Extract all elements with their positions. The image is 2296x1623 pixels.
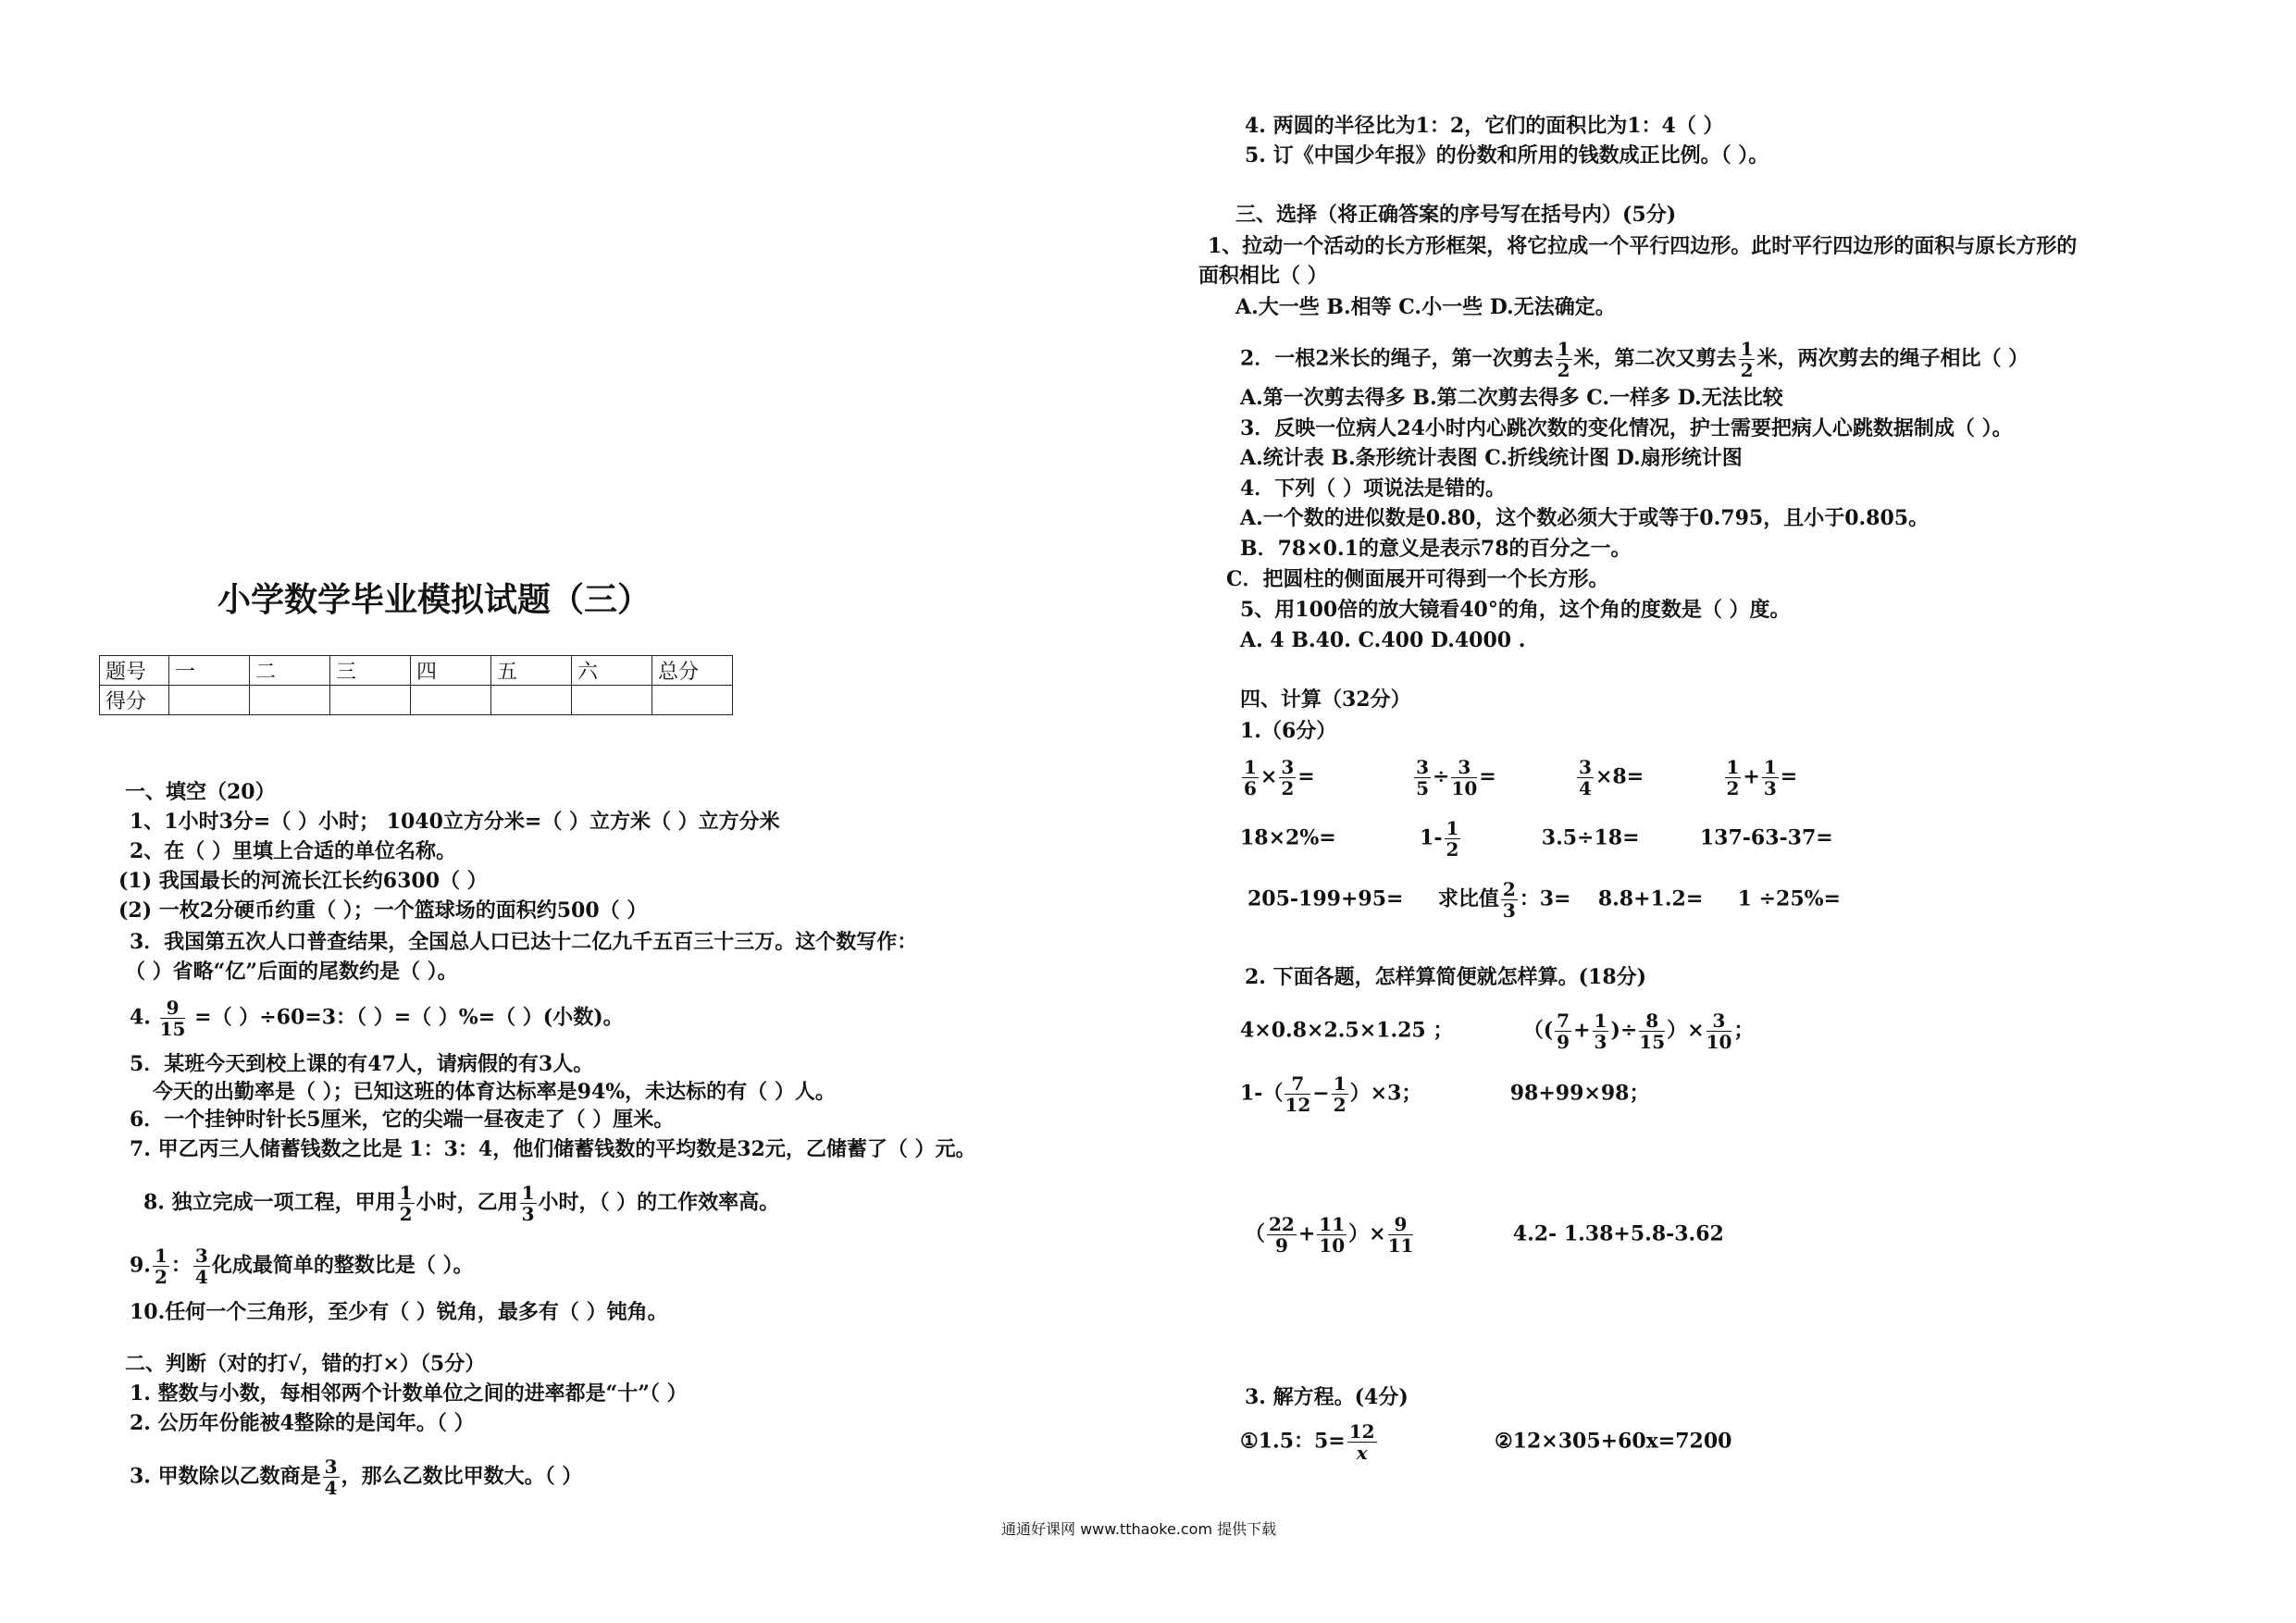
- question-2-3-text-b: ，那么乙数比甲数大。（ ）: [341, 1464, 583, 1489]
- part-4-3-heading: 3. 解方程。(4分): [1245, 1385, 1409, 1409]
- question-1-2a: (1) 我国最长的河流长江长约6300（ ）: [118, 869, 488, 893]
- question-1-7: 7. 甲乙丙三人储蓄钱数之比是 1：3：4，他们储蓄钱数的平均数是32元，乙储蓄了（ ）元。: [130, 1137, 976, 1161]
- fraction-numerator: 1: [521, 1182, 535, 1204]
- page-title: 小学数学毕业模拟试题（三）: [217, 581, 652, 619]
- question-3-3: 3．反映一位病人24小时内心跳次数的变化情况，护士需要把病人心跳数据制成（ ）。: [1240, 416, 2013, 440]
- fraction-numerator: 8: [1639, 1010, 1665, 1032]
- fraction: [153, 1245, 169, 1287]
- fraction-denominator: 9: [1557, 1031, 1570, 1053]
- fraction: [398, 1183, 415, 1224]
- score-input-cell[interactable]: [330, 686, 411, 715]
- fraction: [1555, 1010, 1571, 1052]
- question-2-3: [130, 1456, 582, 1498]
- fraction-numerator: 1: [1557, 338, 1570, 360]
- fraction-numerator: 9: [1388, 1214, 1414, 1235]
- fraction-denominator: 3: [1502, 899, 1516, 922]
- calc-expression: 205-199+95=: [1247, 886, 1404, 911]
- fraction: [1706, 1010, 1732, 1052]
- fraction-denominator: 2: [1333, 1094, 1347, 1116]
- question-3-1b: 面积相比（ ）: [1198, 264, 1328, 288]
- fraction: [1285, 1073, 1310, 1115]
- score-table-score-row: [100, 686, 733, 715]
- question-3-4c: C．把圆柱的侧面展开可得到一个长方形。: [1226, 567, 1609, 591]
- fraction-numerator: 12: [1348, 1420, 1375, 1443]
- fraction-denominator: 4: [1579, 777, 1592, 799]
- fraction: [1317, 1214, 1347, 1256]
- calc-expression: 98+99×98；: [1509, 1081, 1650, 1106]
- score-header-cell: 总分: [652, 656, 733, 686]
- fraction: [1279, 757, 1296, 799]
- fraction: [1414, 757, 1431, 799]
- equals: =: [1780, 764, 1798, 789]
- score-input-cell[interactable]: [169, 686, 250, 715]
- score-header-cell: 一: [169, 656, 250, 686]
- fraction: [1725, 757, 1742, 799]
- fraction: [1762, 757, 1779, 799]
- score-input-cell[interactable]: [491, 686, 572, 715]
- fraction-numerator: 1: [154, 1245, 168, 1267]
- question-3-2-text-b: 米，第二次又剪去: [1573, 346, 1737, 371]
- question-1-3a: 3．我国第五次人口普查结果，全国总人口已达十二亿九千五百三十三万。这个数写作：: [130, 930, 918, 954]
- fraction: [1347, 1421, 1377, 1463]
- fraction-denominator: 3: [1594, 1031, 1607, 1053]
- question-3-1-options: A.大一些 B.相等 C.小一些 D.无法确定。: [1235, 295, 1616, 319]
- fraction: [160, 997, 186, 1039]
- question-1-4: [130, 997, 624, 1039]
- fraction-denominator: 5: [1416, 777, 1429, 799]
- fraction-numerator: 3: [1579, 756, 1592, 778]
- fraction-numerator: 3: [194, 1245, 208, 1267]
- score-header-cell: 题号: [100, 656, 169, 686]
- question-1-5b: 今天的出勤率是（ ）；已知这班的体育达标率是94%，未达标的有（ ）人。: [153, 1080, 836, 1104]
- calc-expression: )÷: [1610, 1018, 1638, 1043]
- fraction-numerator: 1: [1244, 756, 1257, 778]
- question-3-2-text-c: 米，两次剪去的绳子相比（ ）: [1756, 346, 2029, 371]
- fraction-numerator: 9: [160, 997, 186, 1019]
- footer-credit: 通通好课网 www.tthaoke.com 提供下载: [1001, 1520, 1277, 1538]
- section-1-heading: 一、填空（20）: [125, 780, 276, 804]
- question-2-2: 2. 公历年份能被4整除的是闰年。（ ）: [130, 1411, 475, 1435]
- question-1-10: 10.任何一个三角形，至少有（ ）锐角，最多有（ ）钝角。: [130, 1300, 668, 1324]
- question-1-8-text-b: 小时，乙用: [416, 1190, 518, 1215]
- fraction-denominator: 10: [1706, 1031, 1732, 1053]
- calc-expression: ：3=: [1519, 886, 1571, 911]
- question-1-9-text-c: 化成最简单的整数比是（ ）。: [211, 1253, 474, 1278]
- fraction: [1739, 339, 1756, 380]
- calc-expression: 18×2%=: [1240, 825, 1336, 850]
- fraction-numerator: 7: [1557, 1010, 1570, 1032]
- part-4-2-heading: 2. 下面各题，怎样算简便就怎样算。(18分): [1245, 965, 1647, 989]
- equation-2: ②12×305+60x=7200: [1494, 1429, 1732, 1454]
- score-header-cell: 五: [491, 656, 572, 686]
- calc-expression: 137-63-37=: [1699, 825, 1833, 850]
- question-3-4a: A.一个数的进似数是0.80，这个数必须大于或等于0.795，且小于0.805。: [1240, 506, 1930, 530]
- calc-expression: （: [1245, 1221, 1266, 1246]
- fraction-numerator: 1: [1446, 817, 1459, 839]
- score-input-cell[interactable]: [652, 686, 733, 715]
- fraction-denominator: 2: [1740, 359, 1754, 381]
- question-1-9-text-a: 9.: [130, 1253, 151, 1278]
- score-row-label: 得分: [100, 686, 169, 715]
- section-4-heading: 四、计算（32分）: [1240, 688, 1411, 712]
- fraction-denominator: 2: [154, 1266, 168, 1288]
- calc-expression: （(: [1522, 1018, 1554, 1043]
- fraction: [193, 1245, 210, 1287]
- calc-expression: ）×3；: [1349, 1081, 1422, 1106]
- calc-expression: ）×: [1667, 1018, 1705, 1043]
- fraction: [1267, 1214, 1297, 1256]
- simplify-row-3: （ $\frac{22}{9}$ + $\frac{11}{10}$ ）× $\frac{9}{11}$ 4.2- 1.38+5.8-3.62: [1245, 1213, 1724, 1257]
- question-1-2b: (2) 一枚2分硬币约重（ ）；一个篮球场的面积约500（ ）: [118, 898, 648, 923]
- fraction: [1593, 1010, 1609, 1052]
- fraction-denominator: 2: [1281, 777, 1295, 799]
- question-2-4: 4. 两圆的半径比为1：2，它们的面积比为1：4（ ）: [1245, 114, 1724, 138]
- question-1-8: [143, 1183, 779, 1224]
- calc-expression: ；: [1733, 1018, 1755, 1043]
- fraction-numerator: 1: [1740, 338, 1754, 360]
- operator: ×8=: [1595, 764, 1644, 789]
- fraction-denominator: 3: [1763, 777, 1777, 799]
- simplify-row-1: 4×0.8×2.5×1.25 ； （( $\frac{7}{9}$ + $\frac{1}{3}$ )÷ $\frac{8}{15}$ ）× $\frac{3}{10}$ ；: [1240, 1010, 1755, 1053]
- question-3-4b: B．78×0.1的意义是表示78的百分之一。: [1240, 537, 1632, 561]
- question-1-6: 6．一个挂钟时针长5厘米，它的尖端一昼夜走了（ ）厘米。: [130, 1108, 675, 1132]
- fraction-numerator: 1: [1594, 1010, 1607, 1032]
- question-3-3-options: A.统计表 B.条形统计表图 C.折线统计图 D.扇形统计图: [1240, 446, 1743, 470]
- simplify-row-2: 1-（ $\frac{7}{12}$ − $\frac{1}{2}$ ）×3； 98+99×98；: [1240, 1072, 1650, 1116]
- fraction: [1332, 1073, 1348, 1115]
- fraction: [1388, 1214, 1414, 1256]
- question-3-1a: 1、拉动一个活动的长方形框架，将它拉成一个平行四边形。此时平行四边形的面积与原长方形的: [1208, 234, 2078, 258]
- question-1-3b: （ ）省略“亿”后面的尾数约是（ ）。: [125, 960, 458, 984]
- fraction-denominator: 2: [399, 1203, 413, 1225]
- score-input-cell[interactable]: [250, 686, 330, 715]
- fraction-denominator: 6: [1244, 777, 1257, 799]
- calc-expression: 4×0.8×2.5×1.25 ；: [1240, 1018, 1454, 1043]
- fraction-denominator: 4: [194, 1266, 208, 1288]
- fraction-denominator: 10: [1451, 777, 1478, 799]
- fraction-denominator: 11: [1387, 1234, 1414, 1257]
- fraction: [1639, 1010, 1665, 1052]
- calc-expression: 3.5÷18=: [1541, 825, 1640, 850]
- fraction: [323, 1456, 340, 1498]
- fraction-denominator: x: [1356, 1442, 1368, 1464]
- calc-row-3: [1247, 879, 1841, 921]
- question-1-2: 2、在（ ）里填上合适的单位名称。: [130, 839, 456, 863]
- fraction-denominator: 2: [1726, 777, 1740, 799]
- fraction: [520, 1183, 537, 1224]
- calc-expression: 1 ÷25%=: [1737, 886, 1841, 911]
- fraction-denominator: 3: [521, 1203, 535, 1225]
- fraction-denominator: 15: [159, 1018, 186, 1040]
- score-header-cell: 三: [330, 656, 411, 686]
- equation-row: [1240, 1421, 1731, 1463]
- question-1-4-rest: =（ ）÷60=3：（ ）=（ ）%=（ ）(小数)。: [194, 1005, 624, 1030]
- fraction-numerator: 1: [399, 1182, 413, 1204]
- calc-expression: 8.8+1.2=: [1597, 886, 1704, 911]
- fraction-numerator: 3: [1281, 756, 1295, 778]
- fraction-numerator: 1: [1726, 756, 1740, 778]
- fraction-numerator: 3: [1706, 1010, 1732, 1032]
- fraction: [1451, 757, 1477, 799]
- question-1-1: 1、1小时3分=（ ）小时； 1040立方分米=（ ）立方米（ ）立方分米: [130, 810, 780, 834]
- operator: ×: [1260, 764, 1278, 789]
- fraction-denominator: 2: [1557, 359, 1570, 381]
- question-1-5a: 5．某班今天到校上课的有47人，请病假的有3人。: [130, 1052, 594, 1076]
- calc-expression: 4.2- 1.38+5.8-3.62: [1512, 1221, 1724, 1246]
- question-3-2-text-a: 2．一根2米长的绳子，第一次剪去: [1240, 346, 1554, 371]
- fraction-numerator: 11: [1319, 1213, 1346, 1235]
- question-2-3-text-a: 3. 甲数除以乙数商是: [130, 1464, 321, 1489]
- part-4-1-heading: 1.（6分）: [1240, 719, 1337, 743]
- fraction-denominator: 9: [1274, 1234, 1288, 1257]
- calc-expression: 1-（: [1240, 1081, 1284, 1106]
- question-1-9: [130, 1245, 474, 1287]
- fraction-numerator: 7: [1285, 1073, 1310, 1095]
- calc-expression: 求比值: [1437, 886, 1499, 911]
- section-3-heading: 三、选择（将正确答案的序号写在括号内）(5分): [1235, 203, 1677, 227]
- fraction-numerator: 1: [1333, 1072, 1347, 1095]
- score-header-cell: 二: [250, 656, 330, 686]
- calc-expression: 1-: [1420, 825, 1443, 850]
- question-1-4-prefix: 4.: [130, 1005, 151, 1030]
- question-1-8-text-c: 小时，（ ）的工作效率高。: [538, 1190, 780, 1215]
- question-1-9-text-b: ：: [170, 1253, 192, 1278]
- fraction-denominator: 15: [1639, 1031, 1666, 1053]
- fraction: [1242, 757, 1259, 799]
- fraction: [1577, 757, 1594, 799]
- operator: ÷: [1432, 764, 1450, 789]
- fraction-denominator: 4: [324, 1477, 338, 1499]
- equals: =: [1479, 764, 1496, 789]
- fraction-numerator: 3: [324, 1456, 338, 1478]
- question-3-5: 5、用100倍的放大镜看40°的角，这个角的度数是（ ）度。: [1240, 598, 1791, 622]
- fraction-numerator: 1: [1763, 756, 1777, 778]
- fraction-numerator: 3: [1416, 756, 1429, 778]
- fraction-numerator: 2: [1502, 878, 1516, 900]
- score-input-cell[interactable]: [572, 686, 652, 715]
- equals: =: [1297, 764, 1315, 789]
- fraction: [1501, 879, 1518, 921]
- fraction-denominator: 2: [1446, 838, 1459, 861]
- score-table: [99, 655, 733, 715]
- fraction: [1445, 818, 1461, 860]
- question-3-2: [1240, 339, 2029, 380]
- operator: +: [1743, 764, 1760, 789]
- fraction-numerator: 22: [1269, 1213, 1295, 1235]
- fraction: [1556, 339, 1572, 380]
- fraction-numerator: 3: [1451, 757, 1477, 778]
- question-3-2-options: A.第一次剪去得多 B.第二次剪去得多 C.一样多 D.无法比较: [1240, 386, 1783, 410]
- calc-expression: ）×: [1348, 1221, 1386, 1246]
- score-input-cell[interactable]: [411, 686, 491, 715]
- score-table-header-row: [100, 656, 733, 686]
- question-2-1: 1. 整数与小数，每相邻两个计数单位之间的进率都是“十”（ ）: [130, 1381, 688, 1406]
- equation-1: ①1.5：5=: [1240, 1429, 1346, 1454]
- question-3-5-options: A. 4 B.40. C.400 D.4000 .: [1240, 628, 1526, 652]
- section-2-heading: 二、判断（对的打√，错的打×）（5分）: [125, 1352, 486, 1376]
- fraction-denominator: 10: [1319, 1234, 1346, 1257]
- calc-row-1: [1240, 757, 1797, 799]
- question-3-4: 4．下列（ ）项说法是错的。: [1240, 477, 1506, 501]
- question-1-8-text-a: 8. 独立完成一项工程，甲用: [143, 1190, 396, 1215]
- calc-row-2: [1240, 818, 1833, 860]
- question-2-5: 5. 订《中国少年报》的份数和所用的钱数成正比例。（ ）。: [1245, 143, 1769, 167]
- fraction-denominator: 12: [1285, 1094, 1311, 1116]
- score-header-cell: 四: [411, 656, 491, 686]
- score-header-cell: 六: [572, 656, 652, 686]
